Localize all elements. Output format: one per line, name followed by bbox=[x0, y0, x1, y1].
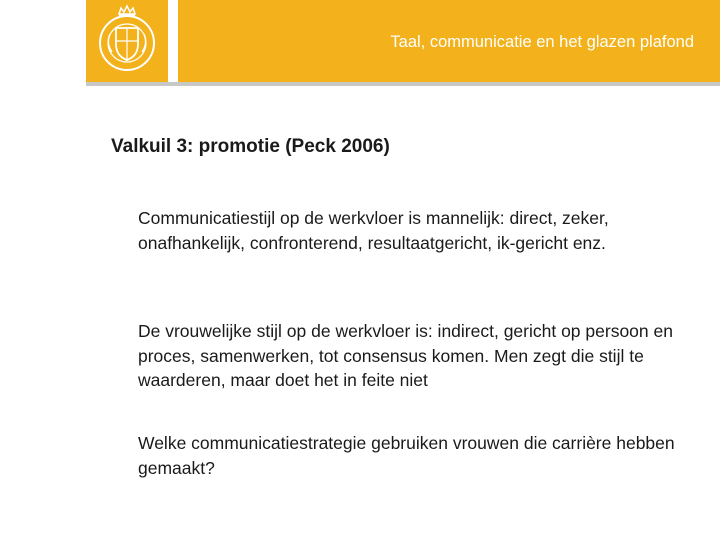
crest-icon bbox=[86, 0, 168, 82]
paragraph-2: De vrouwelijke stijl op de werkvloer is: indirect, gericht op persoon en proces, samenwerken, tot consensus komen. Men zegt die stijl te waarderen, maar doet het in feite niet bbox=[138, 321, 673, 390]
logo-box bbox=[86, 0, 168, 82]
header-divider bbox=[86, 82, 720, 86]
slide-title: Valkuil 3: promotie (Peck 2006) bbox=[111, 136, 390, 157]
paragraph-3: Welke communicatiestrategie gebruiken vrouwen die carrière hebben gemaakt? bbox=[138, 433, 675, 478]
header-band bbox=[178, 0, 720, 82]
header-title: Taal, communicatie en het glazen plafond bbox=[390, 33, 694, 51]
paragraph-1: Communicatiestijl op de werkvloer is mannelijk: direct, zeker, onafhankelijk, confronterend, resultaatgericht, ik-gericht enz. bbox=[138, 208, 609, 253]
